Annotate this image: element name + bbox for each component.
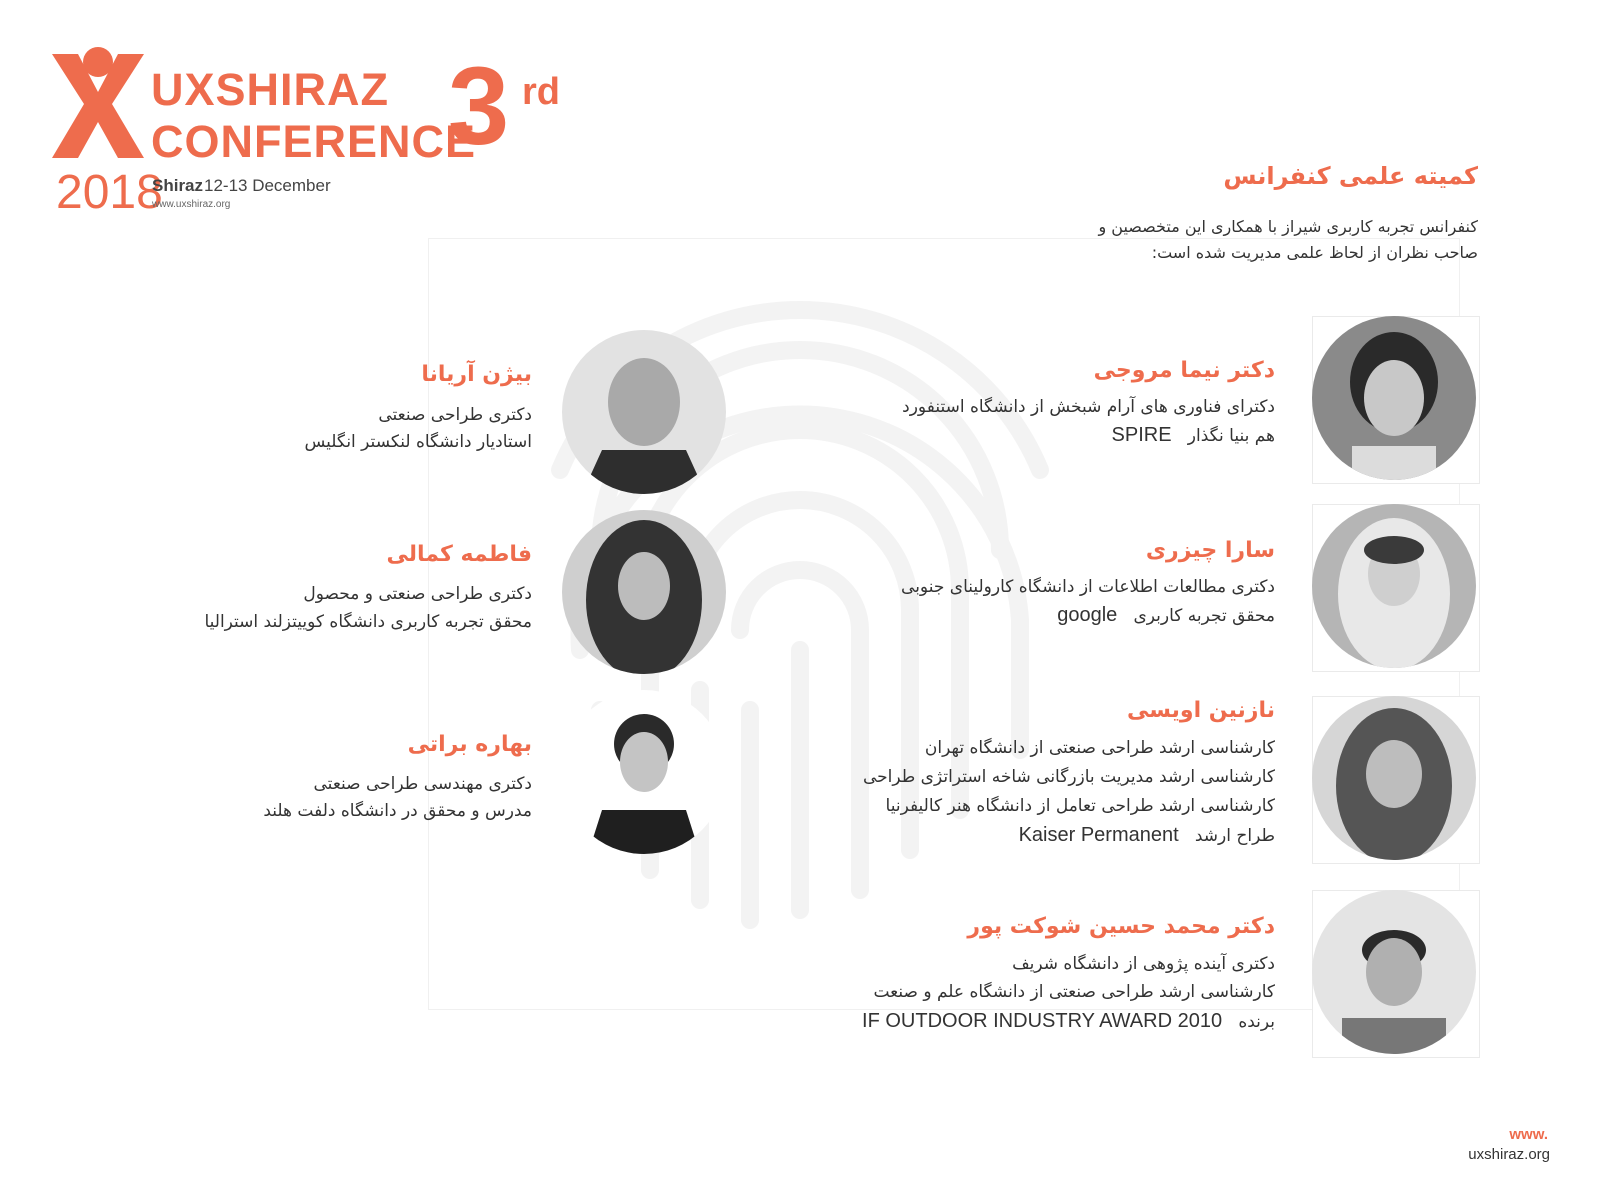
edition-number: 3 (448, 45, 510, 168)
role-organization: SPIRE (1111, 424, 1172, 446)
edition-suffix: rd (522, 71, 560, 113)
person-detail: استادیار دانشگاه لنکستر انگلیس (304, 432, 532, 452)
person-detail: دکتری مطالعات اطلاعات از دانشگاه کارولینای جنوبی (901, 577, 1275, 597)
person-detail: دکتری مهندسی طراحی صنعتی (313, 774, 532, 794)
person-name: بهاره براتی (407, 732, 532, 757)
person-detail: دکتری طراحی صنعتی و محصول (303, 584, 532, 604)
avatar-nima (1312, 316, 1476, 480)
person-name: سارا چیزری (1145, 538, 1275, 563)
person-detail: محقق تجربه کاربری دانشگاه کوییتزلند استرالیا (204, 612, 532, 632)
person-detail: دکترای فناوری های آرام شبخش از دانشگاه استنفورد (902, 397, 1275, 417)
intro-line: کنفرانس تجربه کاربری شیراز با همکاری این متخصصین و (1098, 217, 1478, 236)
person-detail: دکتری طراحی صنعتی (378, 405, 532, 425)
person-name: نازنین اویسی (1126, 698, 1275, 723)
role-prefix: هم بنیا نگذار (1187, 426, 1275, 446)
avatar-bahareh (562, 690, 726, 854)
avatar-nazanin (1312, 696, 1476, 860)
person-role (1057, 604, 1275, 627)
role-organization: Kaiser Permanent (1018, 824, 1179, 846)
person-detail: کارشناسی ارشد مدیریت بازرگانی شاخه استراتژی طراحی (862, 767, 1275, 787)
footer-website: uxshiraz.org (1468, 1146, 1550, 1163)
logo-figure-icon (52, 42, 144, 158)
person-role (1112, 424, 1275, 447)
intro-line: صاحب نظران از لحاظ علمی مدیریت شده است: (1151, 243, 1478, 262)
person-name: فاطمه کمالی (386, 542, 532, 567)
footer-www: www. (1509, 1126, 1548, 1143)
page-title: کمیته علمی کنفرانس (1223, 162, 1478, 190)
conference-city: Shiraz (152, 176, 204, 195)
person-detail: مدرس و محقق در دانشگاه دلفت هلند (263, 801, 532, 821)
conference-year: 2018 (56, 166, 163, 219)
logo-website: www.uxshiraz.org (152, 199, 231, 210)
brand-name: UXSHIRAZ (151, 64, 390, 115)
person-name: بیژن آریانا (421, 362, 532, 387)
conference-dates: 12-13 December (204, 176, 331, 195)
person-role (1019, 824, 1275, 847)
person-detail: کارشناسی ارشد طراحی تعامل از دانشگاه هنر کالیفرنیا (885, 796, 1275, 816)
brand-conference: CONFERENCE (151, 116, 477, 167)
person-role (862, 1010, 1275, 1033)
role-prefix: برنده (1238, 1012, 1275, 1032)
avatar-bijan (562, 330, 726, 494)
role-prefix: محقق تجربه کاربری (1133, 606, 1275, 626)
avatar-shokatpour (1312, 890, 1476, 1054)
role-organization: google (1057, 604, 1118, 626)
person-name: دکتر نیما مروجی (1093, 358, 1275, 383)
role-organization: IF OUTDOOR INDUSTRY AWARD 2010 (862, 1010, 1223, 1032)
person-name: دکتر محمد حسین شوکت پور (967, 914, 1275, 939)
person-detail: کارشناسی ارشد طراحی صنعتی از دانشگاه علم و صنعت (873, 982, 1275, 1002)
avatar-sara (1312, 504, 1476, 668)
role-prefix: طراح ارشد (1194, 826, 1275, 846)
person-detail: کارشناسی ارشد طراحی صنعتی از دانشگاه تهران (924, 738, 1275, 758)
person-detail: دکتری آینده پژوهی از دانشگاه شریف (1012, 954, 1275, 974)
avatar-fatemeh (562, 510, 726, 674)
